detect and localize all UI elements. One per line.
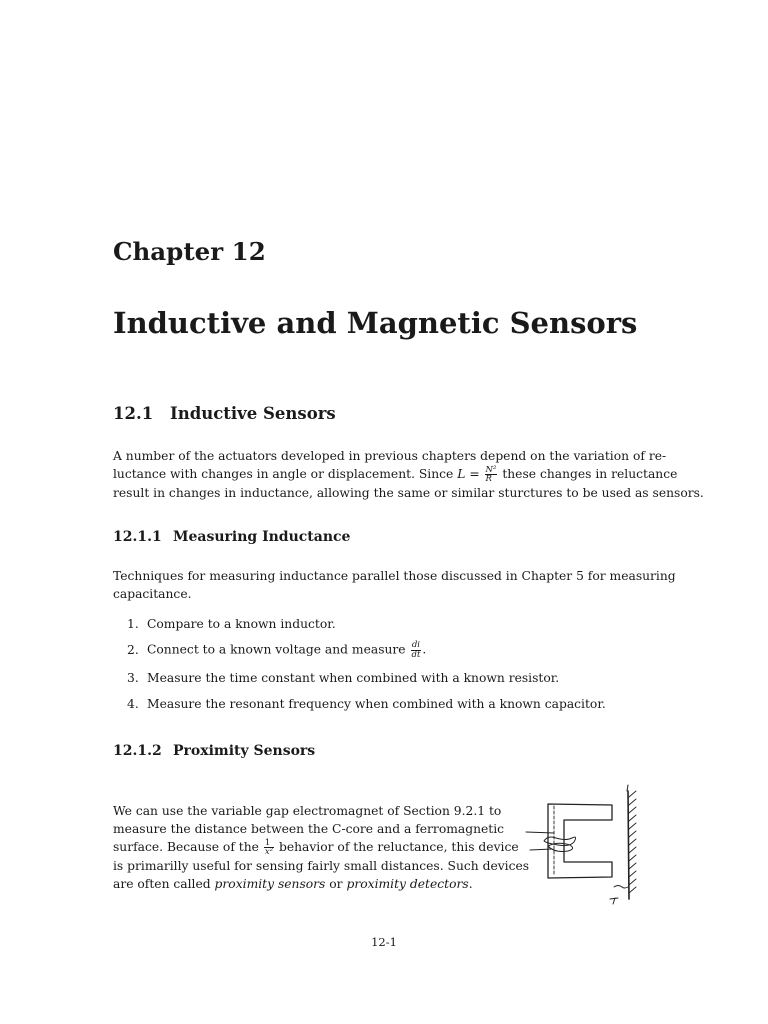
- intro-line-3: result in changes in inductance, allowing the same or similar sturctures to be used as sensors.: [113, 485, 704, 500]
- didt-fraction: $\frac{di}{dt}$: [411, 640, 421, 660]
- chapter-label: Chapter 12: [113, 237, 266, 266]
- reluctance-fraction: $\frac{\text{N²}}{R}$: [485, 464, 497, 484]
- proximity-line-1: We can use the variable gap electromagnet of Section 9.2.1 to: [113, 804, 502, 818]
- list-item: 2. Connect to a known voltage and measure $\frac{di}{dt}$ .: [127, 640, 427, 660]
- intro-line-1: A number of the actuators developed in previous chapters depend on the variation of re-: [113, 449, 667, 463]
- coil-winding-inner: [548, 843, 573, 851]
- intro-line-2: luctance with changes in angle or displacement. Since L = $\frac{\text{N²}}{R}$ these changes in reluctance: [113, 464, 678, 484]
- measuring-line-2: capacitance.: [113, 587, 192, 601]
- chapter-title: Inductive and Magnetic Sensors: [113, 306, 638, 340]
- subsection-number: 12.1.1: [113, 529, 162, 545]
- list-item: 4. Measure the resonant frequency when combined with a known capacitor.: [127, 697, 606, 711]
- proximity-line-3: surface. Because of the $\frac{1}{\text{x²}}$ behavior of the reluctance, this device: [113, 837, 519, 857]
- proximity-line-4: is primarilly useful for sensing fairly small distances. Such devices: [113, 858, 530, 873]
- c-core-outline: [548, 804, 612, 878]
- section-title: Inductive Sensors: [170, 404, 336, 423]
- section-heading: [113, 404, 336, 423]
- list-item: 3. Measure the time constant when combined with a known resistor.: [127, 671, 560, 685]
- proximity-paragraph: [113, 802, 530, 893]
- subsection-title: Measuring Inductance: [173, 529, 351, 545]
- subsection-title: Proximity Sensors: [173, 743, 316, 759]
- subsection-number: 12.1.2: [113, 743, 162, 759]
- x-label-mark: [610, 898, 618, 904]
- gap-marker: [614, 886, 628, 889]
- intro-paragraph: [113, 447, 704, 502]
- proximity-sensor-figure: [518, 783, 648, 908]
- lead-wire-bottom: [530, 849, 552, 850]
- subsection-heading-proximity: [113, 743, 315, 759]
- lead-wire-top: [526, 832, 554, 833]
- list-item: 1. Compare to a known inductor.: [127, 617, 336, 631]
- measuring-paragraph: [113, 567, 676, 603]
- wall-hatching: [629, 791, 636, 893]
- measuring-line-1: Techniques for measuring inductance parallel those discussed in Chapter 5 for measuring: [113, 569, 676, 583]
- page-number: 12-1: [371, 935, 397, 949]
- inverse-square-fraction: $\frac{1}{\text{x²}}$: [264, 837, 274, 857]
- section-number: 12.1: [113, 404, 154, 423]
- proximity-line-2: measure the distance between the C-core and a ferromagnetic: [113, 822, 505, 836]
- i-label-mark: [627, 785, 628, 791]
- coil-winding: [544, 837, 576, 846]
- subsection-heading-measuring: [113, 529, 350, 545]
- proximity-line-5: are often called proximity sensors or proximity detectors.: [113, 876, 473, 891]
